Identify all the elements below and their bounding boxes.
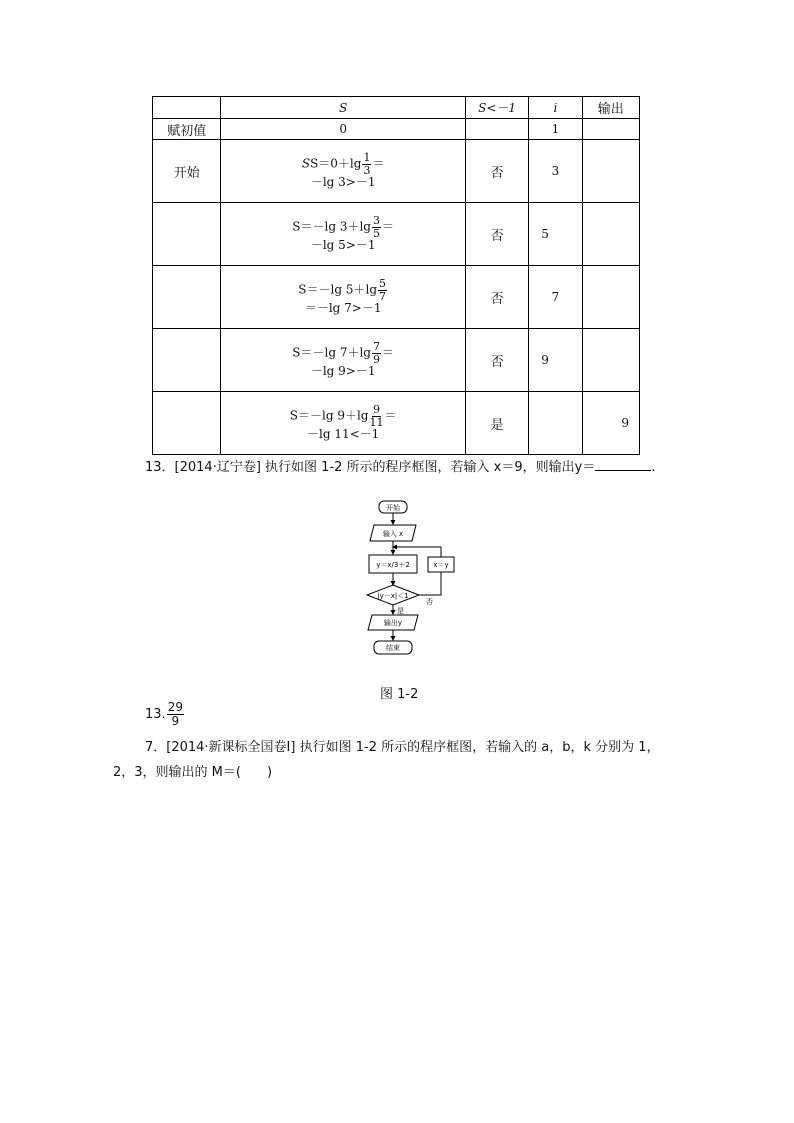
answer-13 <box>145 701 185 727</box>
s-cell: 0 <box>221 119 466 140</box>
figure-caption: 图 1-2 <box>380 687 419 702</box>
output-cell <box>582 203 639 266</box>
table-row <box>153 140 640 203</box>
start-label: 开始 <box>386 504 400 512</box>
cond-cell: 是 <box>465 392 528 455</box>
question-7-line2: 2，3，则输出的 M＝( ) <box>113 765 273 780</box>
row-label: 开始 <box>153 140 221 203</box>
cond-cell <box>465 119 528 140</box>
question-13-text: 13．[2014·辽宁卷] 执行如图 1-2 所示的程序框图，若输入 x＝9，则输出y＝ <box>145 460 596 475</box>
assign-y-label: y＝x/3＋2 <box>376 561 410 569</box>
cond-cell: 否 <box>465 203 528 266</box>
output-cell <box>582 266 639 329</box>
cond-cell: 否 <box>465 329 528 392</box>
question-13-end: . <box>651 460 656 475</box>
row-label <box>153 266 221 329</box>
question-7-line1: 7．[2014·新课标全国卷Ⅰ] 执行如图 1-2 所示的程序框图，若输入的 a，b，k 分别为 1， <box>145 740 660 755</box>
end-label: 结束 <box>386 644 400 652</box>
output-label: 输出y <box>383 619 403 627</box>
condition-label: |y－x|＜1 <box>377 592 409 600</box>
s-cell: S＝－lg 7＋lg $\frac{7}{9}$ ＝ －lg 9>－1 <box>221 329 466 392</box>
output-cell <box>582 140 639 203</box>
table-row <box>153 203 640 266</box>
no-label: 否 <box>426 598 433 606</box>
i-cell: 9 <box>529 329 582 392</box>
row-label: 赋初值 <box>153 119 221 140</box>
header-cell: i <box>529 97 582 119</box>
row-label <box>153 329 221 392</box>
output-cell <box>582 119 639 140</box>
i-cell: 1 <box>529 119 582 140</box>
answer-13-fraction: $\frac{29}{9}$ <box>167 700 183 728</box>
cond-cell: 否 <box>465 266 528 329</box>
header-cell: 输出 <box>582 97 639 119</box>
table-row <box>153 119 640 140</box>
row-label <box>153 392 221 455</box>
assign-x-label: x＝y <box>433 561 449 569</box>
s-cell: S＝－lg 5＋lg $\frac{5}{7}$ ＝－lg 7>－1 <box>221 266 466 329</box>
no-branch-line <box>419 572 441 595</box>
answer-blank <box>595 458 651 471</box>
trace-table <box>152 96 640 455</box>
table-row <box>153 266 640 329</box>
yes-label: 是 <box>397 607 404 615</box>
table-header-row <box>153 97 640 119</box>
output-cell: 9 <box>582 392 639 455</box>
row-label <box>153 203 221 266</box>
i-cell <box>529 392 582 455</box>
i-cell: 3 <box>529 140 582 203</box>
header-cell: S <box>221 97 466 119</box>
table-row <box>153 392 640 455</box>
i-cell: 7 <box>529 266 582 329</box>
header-cell: S<－1 <box>465 97 528 119</box>
question-13 <box>145 456 655 475</box>
output-cell <box>582 329 639 392</box>
header-cell <box>153 97 221 119</box>
s-cell: S＝－lg 3＋lg $\frac{3}{5}$ ＝ －lg 5>－1 <box>221 203 466 266</box>
answer-13-prefix: 13. <box>145 706 166 722</box>
s-cell: S＝－lg 9＋lg $\frac{9}{11}$ ＝ －lg 11<－1 <box>221 392 466 455</box>
table-row <box>153 329 640 392</box>
i-cell: 5 <box>529 203 582 266</box>
input-label: 输入 x <box>382 530 404 538</box>
cond-cell: 否 <box>465 140 528 203</box>
flowchart <box>360 496 460 658</box>
s-cell: SS＝0＋lg $\frac{1}{3}$ ＝ －lg 3>－1 <box>221 140 466 203</box>
